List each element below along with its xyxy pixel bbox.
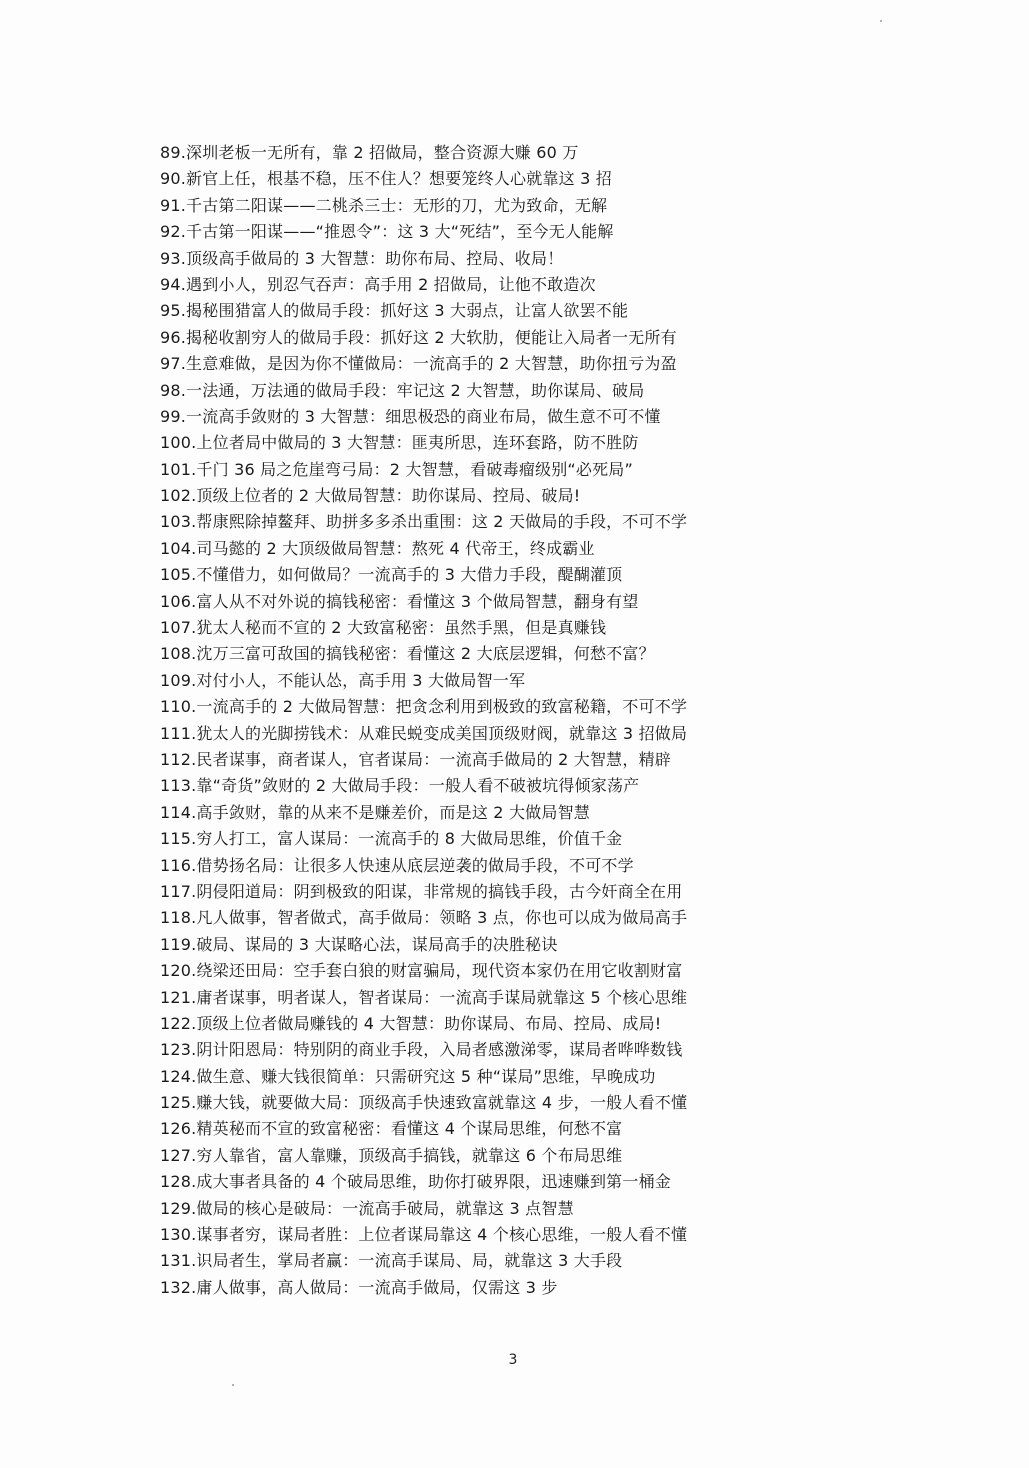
list-item: 120.绕梁还田局：空手套白狼的财富骗局，现代资本家仍在用它收割财富 [160,961,683,981]
list-item: 128.成大事者具备的 4 个破局思维，助你打破界限，迅速赚到第一桶金 [160,1172,671,1192]
list-item: 115.穷人打工，富人谋局：一流高手的 8 大做局思维，价值千金 [160,829,623,849]
text-list [160,140,760,1301]
scan-speck [880,20,882,22]
list-item: 100.上位者局中做局的 3 大智慧：匪夷所思，连环套路，防不胜防 [160,433,639,453]
list-item: 108.沈万三富可敌国的搞钱秘密：看懂这 2 大底层逻辑，何愁不富？ [160,644,655,664]
list-item: 130.谋事者穷，谋局者胜：上位者谋局靠这 4 个核心思维，一般人看不懂 [160,1225,688,1245]
list-item: 96.揭秘收割穷人的做局手段：抓好这 2 大软肋，便能让入局者一无所有 [160,327,677,347]
list-item: 111.犹太人的光脚捞钱术：从难民蜕变成美国顶级财阀，就靠这 3 招做局 [160,723,688,743]
list-item: 101.千门 36 局之危崖弯弓局：2 大智慧，看破毒瘤级别“必死局” [160,459,634,479]
list-item: 127.穷人靠省，富人靠赚，顶级高手搞钱，就靠这 6 个布局思维 [160,1145,623,1165]
list-item: 123.阴计阳恩局：特别阴的商业手段，入局者感激涕零，谋局者哗哗数钱 [160,1040,683,1060]
list-item: 124.做生意、赚大钱很简单：只需研究这 5 种“谋局”思维，早晚成功 [160,1066,656,1086]
list-item: 119.破局、谋局的 3 大谋略心法，谋局高手的决胜秘诀 [160,934,558,954]
list-item: 112.民者谋事，商者谋人，官者谋局：一流高手做局的 2 大智慧，精辟 [160,749,671,769]
list-item: 90.新官上任，根基不稳，压不住人？想要笼终人心就靠这 3 招 [160,169,612,189]
list-item: 94.遇到小人，别忍气吞声：高手用 2 招做局，让他不敢造次 [160,274,596,294]
list-item: 103.帮康熙除掉鳌拜、助拼多多杀出重围：这 2 天做局的手段，不可不学 [160,512,688,532]
list-item: 121.庸者谋事，明者谋人，智者谋局：一流高手谋局就靠这 5 个核心思维 [160,987,688,1007]
list-item: 122.顶级上位者做局赚钱的 4 大智慧：助你谋局、布局、控局、成局! [160,1013,662,1033]
list-item: 107.犹太人秘而不宣的 2 大致富秘密：虽然手黑，但是真赚钱 [160,618,607,638]
list-item: 125.赚大钱，就要做大局：顶级高手快速致富就靠这 4 步，一般人看不懂 [160,1093,688,1113]
list-item: 113.靠“奇货”敛财的 2 大做局手段：一般人看不破被坑得倾家荡产 [160,776,640,796]
list-item: 89.深圳老板一无所有，靠 2 招做局，整合资源大赚 60 万 [160,143,579,162]
list-item: 98.一法通，万法通的做局手段：牢记这 2 大智慧，助你谋局、破局 [160,380,645,400]
list-item: 104.司马懿的 2 大顶级做局智慧：熬死 4 代帝王，终成霸业 [160,538,595,558]
list-item: 99.一流高手敛财的 3 大智慧：细思极恐的商业布局，做生意不可不懂 [160,406,661,426]
list-item: 106.富人从不对外说的搞钱秘密：看懂这 3 个做局智慧，翻身有望 [160,591,639,611]
list-item: 114.高手敛财，靠的从来不是赚差价，而是这 2 大做局智慧 [160,802,590,822]
list-item: 118.凡人做事，智者做式，高手做局：领略 3 点，你也可以成为做局高手 [160,908,688,928]
list-item: 126.精英秘而不宣的致富秘密：看懂这 4 个谋局思维，何愁不富 [160,1119,623,1139]
scan-speck [232,1384,234,1386]
list-item: 109.对付小人，不能认怂，高手用 3 大做局智一军 [160,670,526,690]
list-item: 91.千古第二阳谋——二桃杀三士：无形的刀，尤为致命，无解 [160,195,608,215]
page-number: 3 [508,1352,518,1368]
list-item: 93.顶级高手做局的 3 大智慧：助你布局、控局、收局！ [160,248,564,268]
list-item: 116.借势扬名局：让很多人快速从底层逆袭的做局手段，不可不学 [160,855,634,875]
list-item: 129.做局的核心是破局：一流高手破局，就靠这 3 点智慧 [160,1198,574,1218]
list-item: 105.不懂借力，如何做局？一流高手的 3 大借力手段，醍醐灌顶 [160,565,623,585]
list-item: 110.一流高手的 2 大做局智慧：把贪念利用到极致的致富秘籍，不可不学 [160,697,688,717]
list-item: 97.生意难做，是因为你不懂做局：一流高手的 2 大智慧，助你扭亏为盈 [160,354,677,374]
list-item: 95.揭秘围猎富人的做局手段：抓好这 3 大弱点，让富人欲罢不能 [160,301,629,321]
list-item: 131.识局者生，掌局者赢：一流高手谋局、局，就靠这 3 大手段 [160,1251,623,1271]
list-item: 117.阴侵阳道局：阴到极致的阳谋，非常规的搞钱手段，古今奸商全在用 [160,881,683,901]
list-item: 92.千古第一阳谋——“推恩令”：这 3 大“死结”，至今无人能解 [160,222,614,242]
list-item: 132.庸人做事，高人做局：一流高手做局，仅需这 3 步 [160,1277,558,1297]
list-item: 102.顶级上位者的 2 大做局智慧：助你谋局、控局、破局! [160,486,581,506]
